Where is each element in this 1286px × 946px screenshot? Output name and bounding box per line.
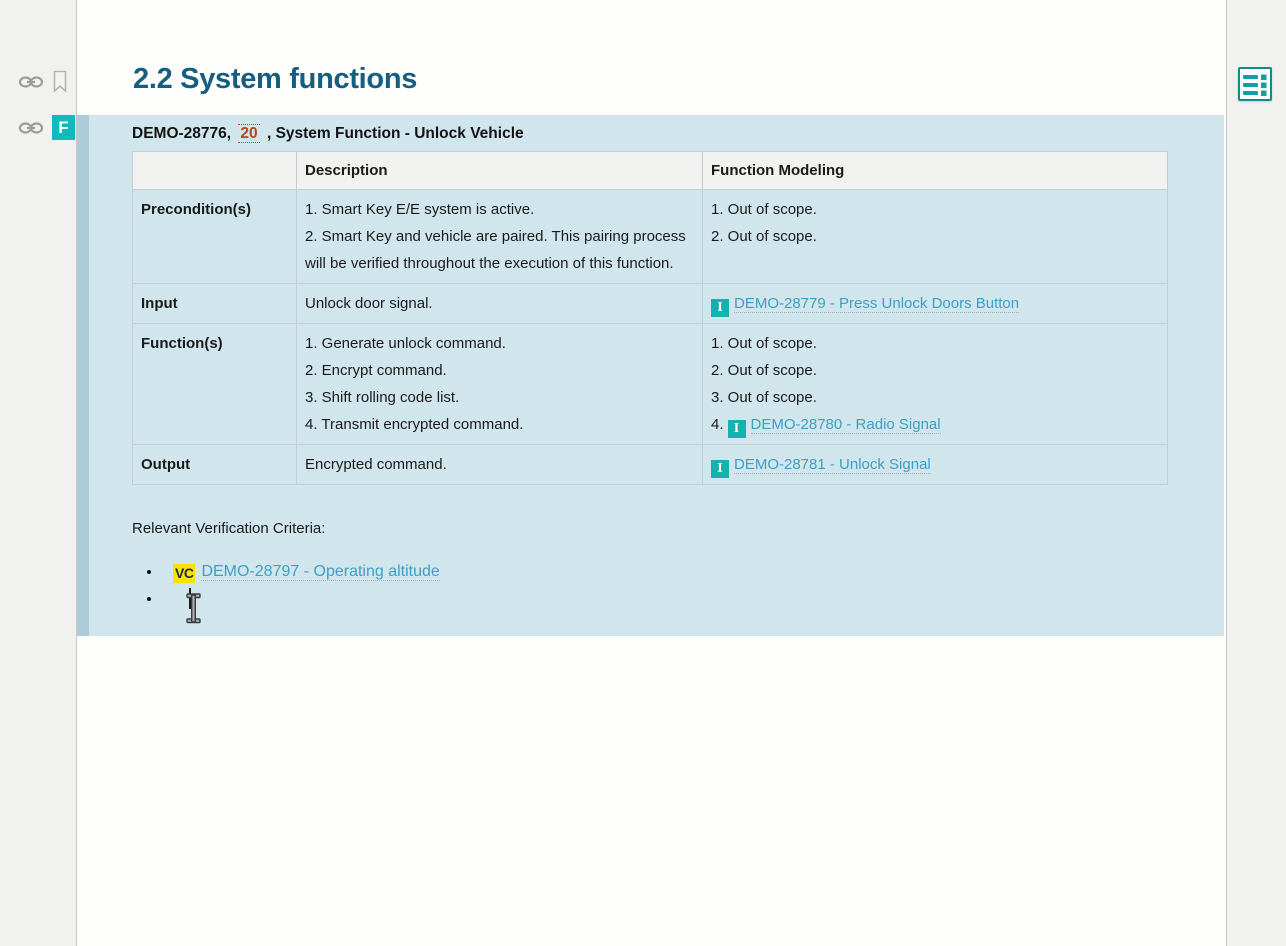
header-empty-cell [133, 152, 297, 190]
toc-outline-button[interactable] [1238, 67, 1272, 101]
system-function-table [132, 151, 1168, 485]
row-label: Output [133, 445, 297, 485]
functions-description [297, 324, 703, 445]
preconditions-modeling [703, 190, 1168, 284]
table-row-preconditions [133, 190, 1168, 284]
table-row-functions [133, 324, 1168, 445]
linked-workitem-28781[interactable]: DEMO-28781 - Unlock Signal [734, 456, 931, 473]
desc-line: 4. Transmit encrypted command. [305, 416, 524, 433]
row-label: Function(s) [133, 324, 297, 445]
revision-badge[interactable]: 20 [240, 125, 258, 142]
desc-line: 1. Generate unlock command. [305, 335, 506, 352]
desc-line: 2. Smart Key and vehicle are paired. This pairing process will be verified throughout the execution of this function. [305, 228, 686, 272]
workitem-margin-tools [18, 115, 75, 140]
row-label: Input [133, 284, 297, 324]
vc-type-badge: VC [175, 565, 194, 581]
desc-line: 2. Encrypt command. [305, 362, 447, 379]
bookmark-icon[interactable] [52, 70, 68, 93]
linked-workitem-28780[interactable]: DEMO-28780 - Radio Signal [750, 416, 941, 433]
ibeam-cursor-icon [183, 592, 204, 634]
verification-criteria-list [132, 558, 1168, 612]
workitem-type-badge-F[interactable]: F [52, 115, 75, 140]
workitem-title [132, 122, 1168, 146]
desc-line: 3. Shift rolling code list. [305, 389, 460, 406]
table-row-output [133, 445, 1168, 485]
input-modeling [703, 284, 1168, 324]
input-workitem-icon: I [728, 420, 746, 438]
input-workitem-icon: I [711, 299, 729, 317]
modeling-line: 1. Out of scope. [711, 201, 817, 218]
workitem-id: DEMO-28776, [132, 125, 232, 142]
output-modeling [703, 445, 1168, 485]
modeling-line: 1. Out of scope. [711, 335, 817, 352]
modeling-line: 3. Out of scope. [711, 389, 817, 406]
desc-line: 1. Smart Key E/E system is active. [305, 201, 535, 218]
left-margin-rail [0, 0, 77, 946]
workitem-selection-strip [77, 115, 89, 636]
preconditions-description [297, 190, 703, 284]
verification-item [162, 558, 1168, 585]
modeling-line: 2. Out of scope. [711, 228, 817, 245]
document-area [77, 0, 1226, 946]
row-label: Precondition(s) [133, 190, 297, 284]
heading-margin-tools [18, 70, 68, 93]
header-function-modeling: Function Modeling [703, 152, 1168, 190]
input-description: Unlock door signal. [297, 284, 703, 324]
workitem-block[interactable] [77, 115, 1224, 636]
table-row-input [133, 284, 1168, 324]
verification-criteria-label: Relevant Verification Criteria: [132, 520, 326, 537]
modeling-line: 2. Out of scope. [711, 362, 817, 379]
input-workitem-icon: I [711, 460, 729, 478]
empty-edit-line[interactable] [162, 585, 1168, 612]
link-icon[interactable] [18, 75, 44, 89]
list-number: 4. [711, 416, 724, 433]
link-icon[interactable] [18, 121, 44, 135]
table-header-row [133, 152, 1168, 190]
functions-modeling [703, 324, 1168, 445]
linked-workitem-28779[interactable]: DEMO-28779 - Press Unlock Doors Button [734, 295, 1020, 312]
workitem-content [77, 115, 1224, 636]
header-description: Description [297, 152, 703, 190]
section-heading: 2.2 System functions [133, 63, 418, 95]
output-description: Encrypted command. [297, 445, 703, 485]
linked-workitem-28797[interactable]: DEMO-28797 - Operating altitude [201, 563, 440, 580]
right-margin-rail [1226, 0, 1286, 946]
workitem-title-text: , System Function - Unlock Vehicle [266, 125, 524, 142]
